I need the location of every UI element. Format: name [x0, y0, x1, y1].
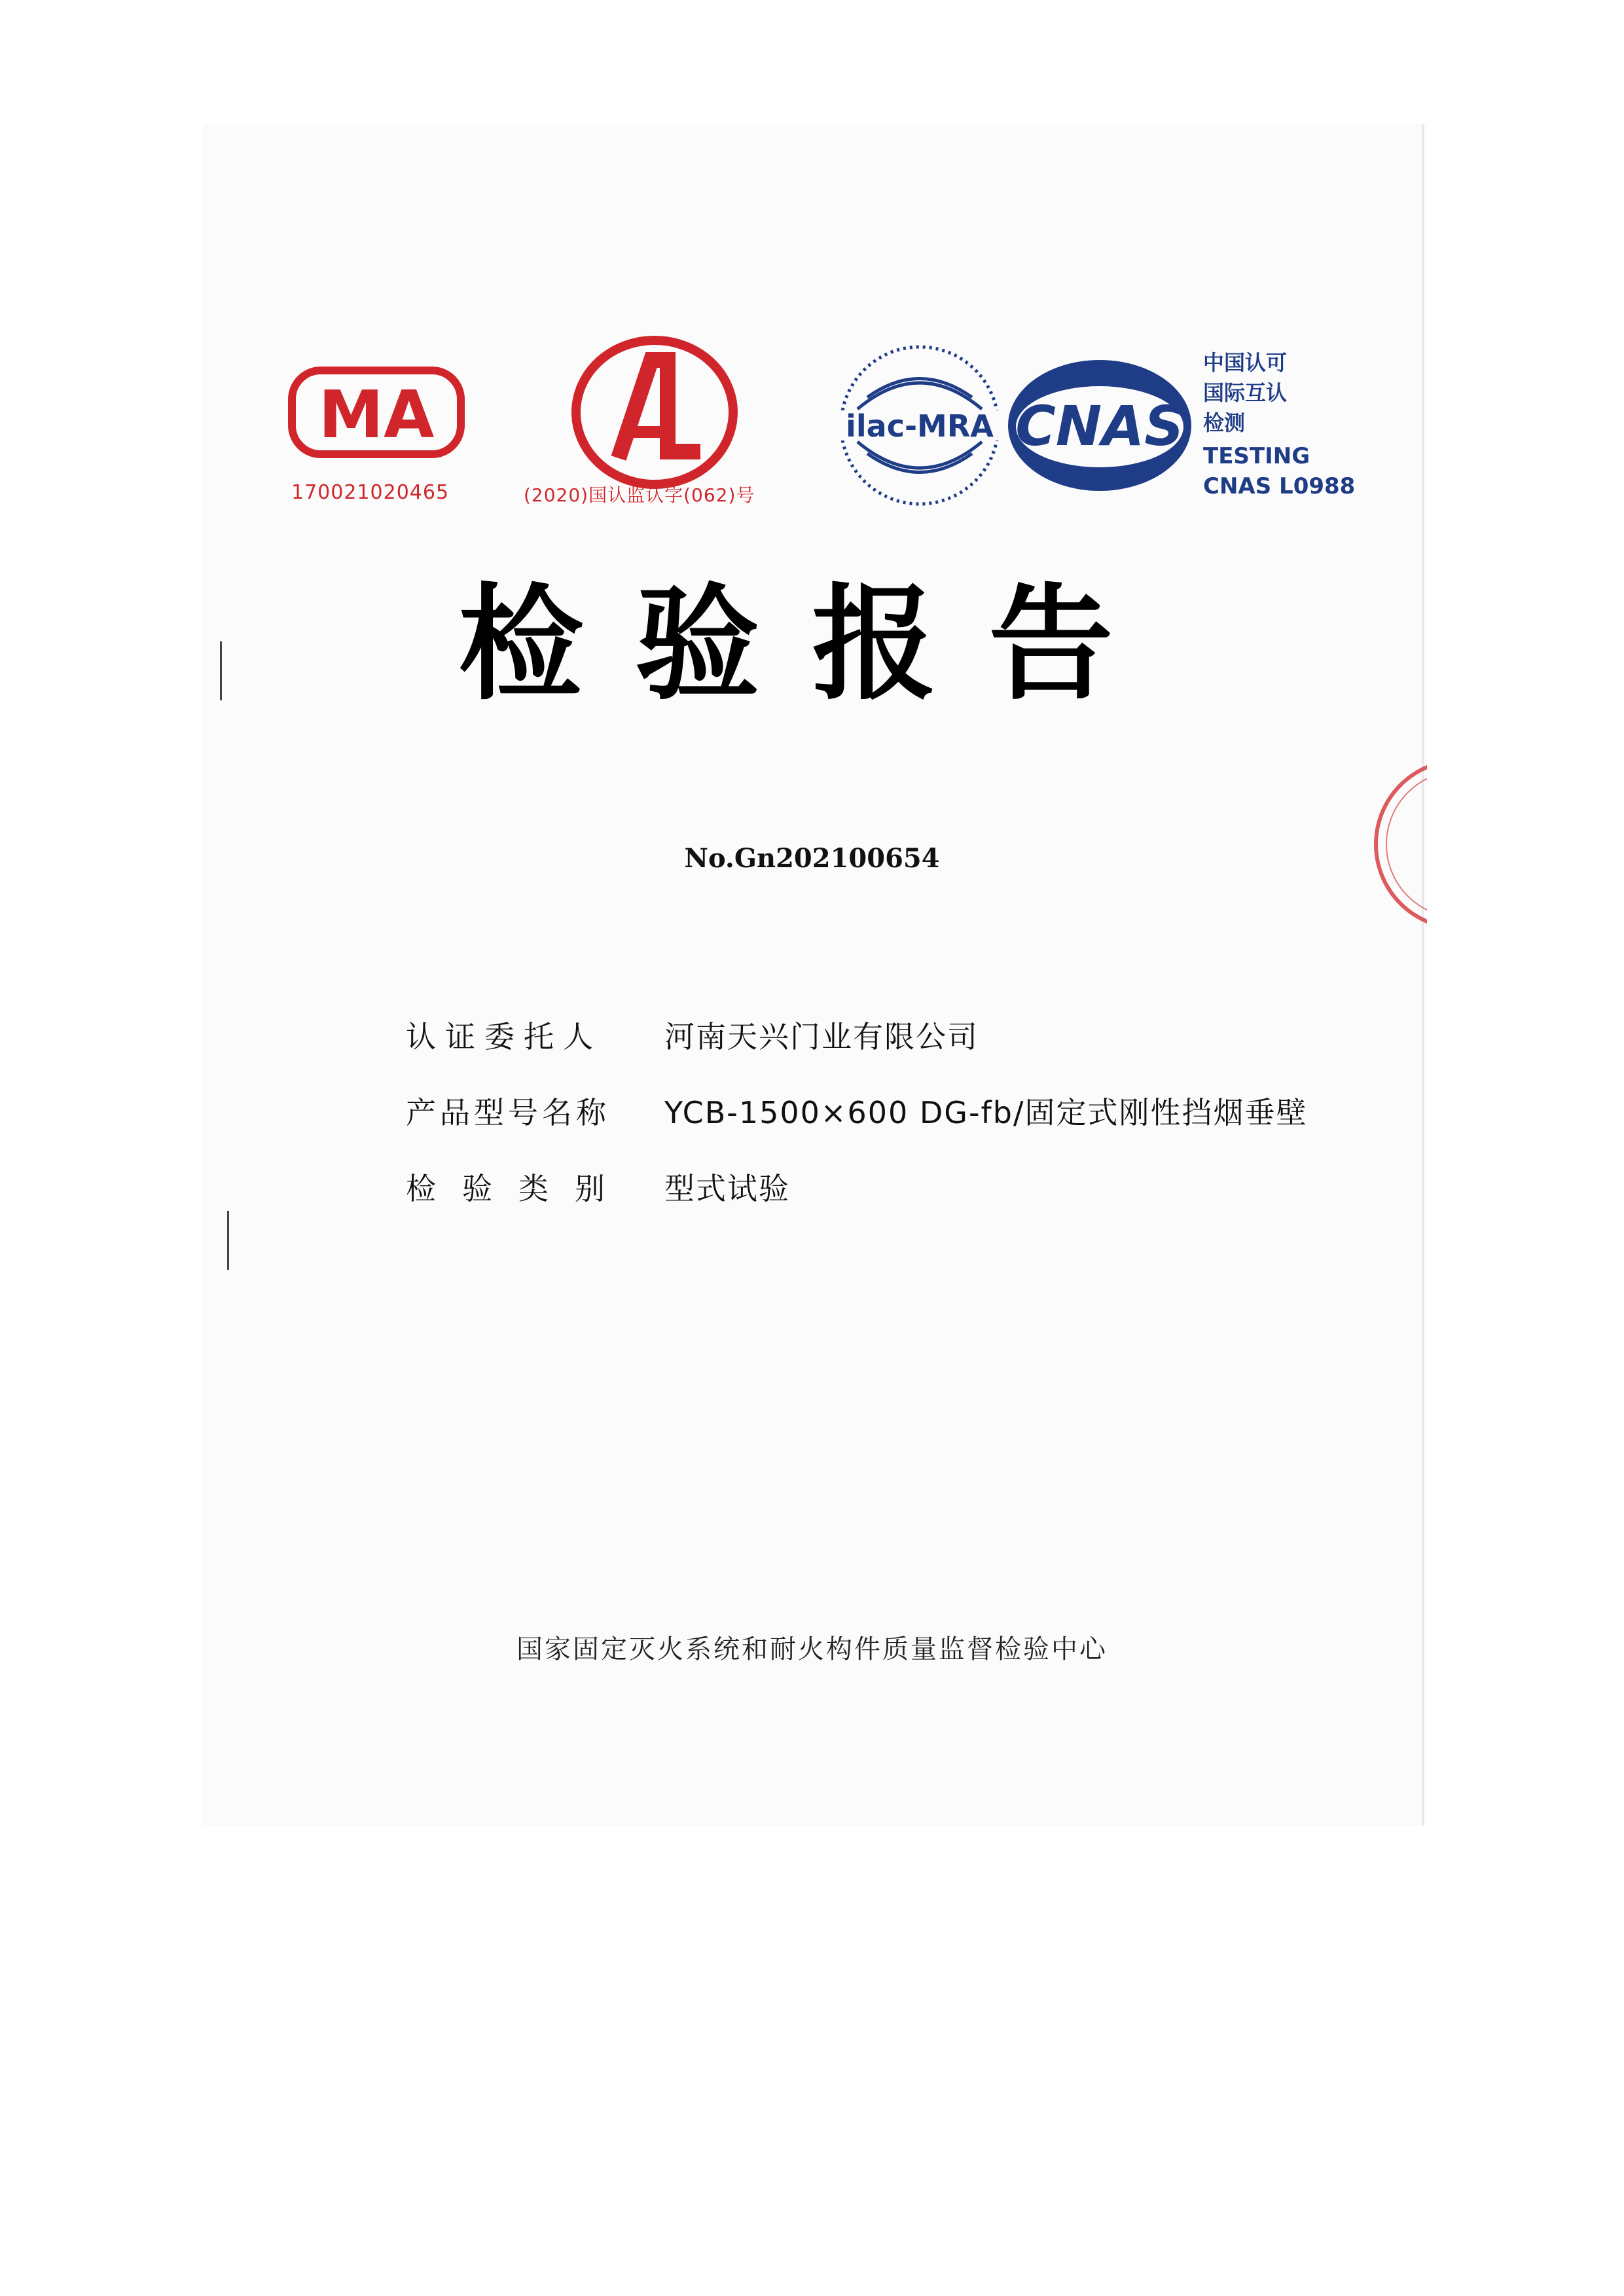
cnas-logo — [1001, 353, 1198, 497]
field-client — [406, 1013, 979, 1056]
report-number: No.Gn202100654 — [684, 843, 940, 874]
cnas-accreditation-number: CNAS L0988 — [1203, 473, 1356, 499]
field-label: 认证委托人 — [406, 1019, 602, 1054]
scan-mark — [227, 1211, 229, 1270]
cal-number: (2020)国认监认字(062)号 — [524, 484, 755, 506]
cnas-label-2: 国际互认 — [1203, 380, 1288, 405]
issuing-organization: 国家固定灭火系统和耐火构件质量监督检验中心 — [516, 1634, 1108, 1664]
svg-text:MA: MA — [318, 376, 435, 453]
cal-logo — [569, 334, 740, 491]
page-edge — [1422, 124, 1424, 1826]
field-test-type — [406, 1165, 790, 1208]
cma-logo — [288, 367, 465, 458]
cnas-text: CNAS — [1015, 394, 1184, 458]
cnas-label-3: 检测 — [1203, 410, 1246, 435]
report-title: 检验报告 — [458, 572, 1166, 717]
cma-number: 170021020465 — [291, 481, 450, 504]
field-label: 产品型号名称 — [406, 1095, 610, 1130]
cnas-testing-label: TESTING — [1203, 443, 1310, 469]
field-label: 检验类别 — [406, 1171, 631, 1206]
cnas-label-1: 中国认可 — [1203, 350, 1288, 375]
seal-stamp — [1362, 753, 1427, 936]
ilac-mra-text: ilac-MRA — [846, 408, 994, 444]
field-value: 河南天兴门业有限公司 — [664, 1019, 979, 1054]
field-value: YCB-1500×600 DG-fb/固定式刚性挡烟垂壁 — [664, 1095, 1308, 1130]
ilac-mra-logo — [831, 337, 1008, 514]
field-value: 型式试验 — [664, 1171, 790, 1206]
field-product — [406, 1089, 1307, 1132]
